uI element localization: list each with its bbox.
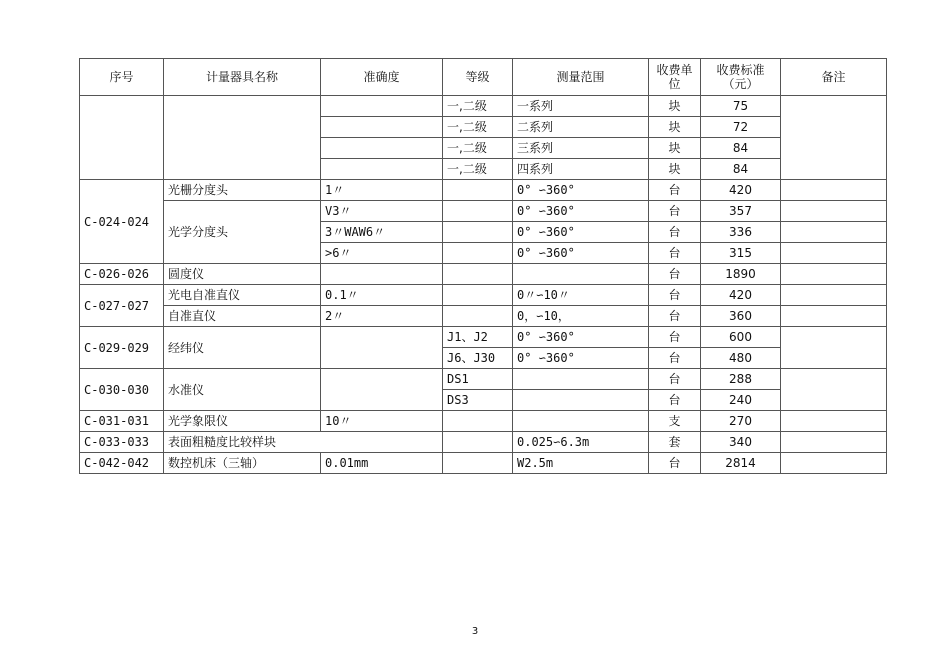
cell-seq: C-033-033 (80, 432, 164, 453)
cell-range (513, 264, 649, 285)
cell-note (781, 201, 887, 222)
cell-unit: 台 (649, 264, 701, 285)
cell-unit: 台 (649, 306, 701, 327)
table-row (80, 180, 887, 201)
cell-seq: C-029-029 (80, 327, 164, 369)
cell-accuracy: 0.1〃 (321, 285, 443, 306)
cell-unit: 块 (649, 117, 701, 138)
cell-name: 圆度仪 (164, 264, 321, 285)
cell-fee: 336 (701, 222, 781, 243)
cell-grade: DS1 (443, 369, 513, 390)
cell-unit: 台 (649, 201, 701, 222)
header-accuracy: 准确度 (321, 59, 443, 96)
table-row (80, 369, 887, 390)
header-range: 测量范围 (513, 59, 649, 96)
cell-unit: 台 (649, 453, 701, 474)
cell-note (781, 432, 887, 453)
cell-seq: C-030-030 (80, 369, 164, 411)
cell-fee: 75 (701, 96, 781, 117)
cell-unit: 台 (649, 243, 701, 264)
cell-note (781, 222, 887, 243)
cell-fee: 240 (701, 390, 781, 411)
cell-note (781, 243, 887, 264)
cell-fee: 420 (701, 180, 781, 201)
cell-note (781, 180, 887, 201)
cell-name: 水准仪 (164, 369, 321, 411)
table-row (80, 411, 887, 432)
cell-fee: 2814 (701, 453, 781, 474)
cell-range: 0° ∽360° (513, 180, 649, 201)
cell-name: 自准直仪 (164, 306, 321, 327)
table-row (80, 432, 887, 453)
cell-grade (443, 180, 513, 201)
fee-table (79, 58, 887, 474)
cell-accuracy (321, 327, 443, 369)
cell-range (513, 390, 649, 411)
cell-fee: 600 (701, 327, 781, 348)
cell-accuracy: 3〃WAW6〃 (321, 222, 443, 243)
cell-accuracy: 1〃 (321, 180, 443, 201)
cell-grade (443, 306, 513, 327)
cell-name: 光电自准直仪 (164, 285, 321, 306)
cell-fee: 360 (701, 306, 781, 327)
cell-unit: 台 (649, 348, 701, 369)
cell-fee: 72 (701, 117, 781, 138)
header-note: 备注 (781, 59, 887, 96)
cell-grade: J1、J2 (443, 327, 513, 348)
cell-range: 0° ∽360° (513, 327, 649, 348)
cell-range: 0° ∽360° (513, 243, 649, 264)
table-row (80, 327, 887, 348)
cell-fee: 420 (701, 285, 781, 306)
cell-note (781, 285, 887, 306)
cell-seq-empty (80, 96, 164, 180)
cell-grade: J6、J30 (443, 348, 513, 369)
table-row (80, 306, 887, 327)
header-seq: 序号 (80, 59, 164, 96)
cell-grade: DS3 (443, 390, 513, 411)
cell-accuracy: 10〃 (321, 411, 443, 432)
cell-seq: C-026-026 (80, 264, 164, 285)
cell-grade (443, 201, 513, 222)
cell-name: 光栅分度头 (164, 180, 321, 201)
cell-grade (443, 264, 513, 285)
cell-seq: C-031-031 (80, 411, 164, 432)
cell-accuracy: 2〃 (321, 306, 443, 327)
cell-range: 四系列 (513, 159, 649, 180)
cell-note (781, 327, 887, 369)
cell-range (513, 369, 649, 390)
cell-unit: 块 (649, 159, 701, 180)
cell-name-empty (164, 96, 321, 180)
cell-accuracy (321, 369, 443, 411)
cell-grade (443, 411, 513, 432)
cell-grade: 一,二级 (443, 96, 513, 117)
cell-fee: 84 (701, 138, 781, 159)
cell-seq: C-042-042 (80, 453, 164, 474)
cell-note (781, 453, 887, 474)
cell-fee: 288 (701, 369, 781, 390)
cell-name: 光学分度头 (164, 201, 321, 264)
table-row (80, 453, 887, 474)
cell-fee: 315 (701, 243, 781, 264)
table-row (80, 96, 887, 117)
cell-grade (443, 285, 513, 306)
cell-name: 光学象限仪 (164, 411, 321, 432)
cell-unit: 台 (649, 222, 701, 243)
cell-grade (443, 243, 513, 264)
table-row (80, 264, 887, 285)
cell-unit: 台 (649, 285, 701, 306)
cell-accuracy (321, 117, 443, 138)
cell-accuracy (321, 96, 443, 117)
cell-range: 0° ∽360° (513, 201, 649, 222)
cell-note (781, 96, 887, 180)
cell-accuracy: 0.01mm (321, 453, 443, 474)
cell-range: 0° ∽360° (513, 348, 649, 369)
table-row (80, 285, 887, 306)
cell-seq: C-024-024 (80, 180, 164, 264)
cell-range: 0〃∽10〃 (513, 285, 649, 306)
cell-unit: 支 (649, 411, 701, 432)
cell-note (781, 411, 887, 432)
cell-fee: 270 (701, 411, 781, 432)
cell-fee: 480 (701, 348, 781, 369)
cell-fee: 84 (701, 159, 781, 180)
table-row (80, 201, 887, 222)
cell-note (781, 264, 887, 285)
cell-unit: 台 (649, 390, 701, 411)
cell-accuracy (321, 264, 443, 285)
cell-range: 一系列 (513, 96, 649, 117)
cell-unit: 台 (649, 327, 701, 348)
header-name: 计量器具名称 (164, 59, 321, 96)
cell-unit: 块 (649, 138, 701, 159)
cell-name: 经纬仪 (164, 327, 321, 369)
header-unit: 收费单位 (649, 59, 701, 96)
cell-unit: 台 (649, 369, 701, 390)
cell-accuracy (321, 159, 443, 180)
cell-accuracy: >6〃 (321, 243, 443, 264)
header-fee: 收费标准（元） (701, 59, 781, 96)
cell-fee: 1890 (701, 264, 781, 285)
cell-range: 0° ∽360° (513, 222, 649, 243)
cell-range: 三系列 (513, 138, 649, 159)
cell-grade (443, 222, 513, 243)
cell-range: 0，∽10， (513, 306, 649, 327)
cell-seq: C-027-027 (80, 285, 164, 327)
cell-fee: 340 (701, 432, 781, 453)
cell-unit: 块 (649, 96, 701, 117)
cell-grade: 一,二级 (443, 117, 513, 138)
cell-grade: 一,二级 (443, 138, 513, 159)
cell-grade (443, 432, 513, 453)
cell-range: 二系列 (513, 117, 649, 138)
cell-note (781, 306, 887, 327)
cell-unit: 台 (649, 180, 701, 201)
cell-fee: 357 (701, 201, 781, 222)
cell-name: 数控机床（三轴） (164, 453, 321, 474)
cell-range: 0.025∽6.3m (513, 432, 649, 453)
cell-note (781, 369, 887, 411)
page-number: 3 (471, 626, 479, 637)
cell-name: 表面粗糙度比较样块 (164, 432, 443, 453)
header-grade: 等级 (443, 59, 513, 96)
cell-unit: 套 (649, 432, 701, 453)
cell-range: W2.5m (513, 453, 649, 474)
cell-accuracy: V3〃 (321, 201, 443, 222)
cell-range (513, 411, 649, 432)
cell-accuracy (321, 138, 443, 159)
cell-grade (443, 453, 513, 474)
header-row (80, 59, 887, 96)
cell-grade: 一,二级 (443, 159, 513, 180)
